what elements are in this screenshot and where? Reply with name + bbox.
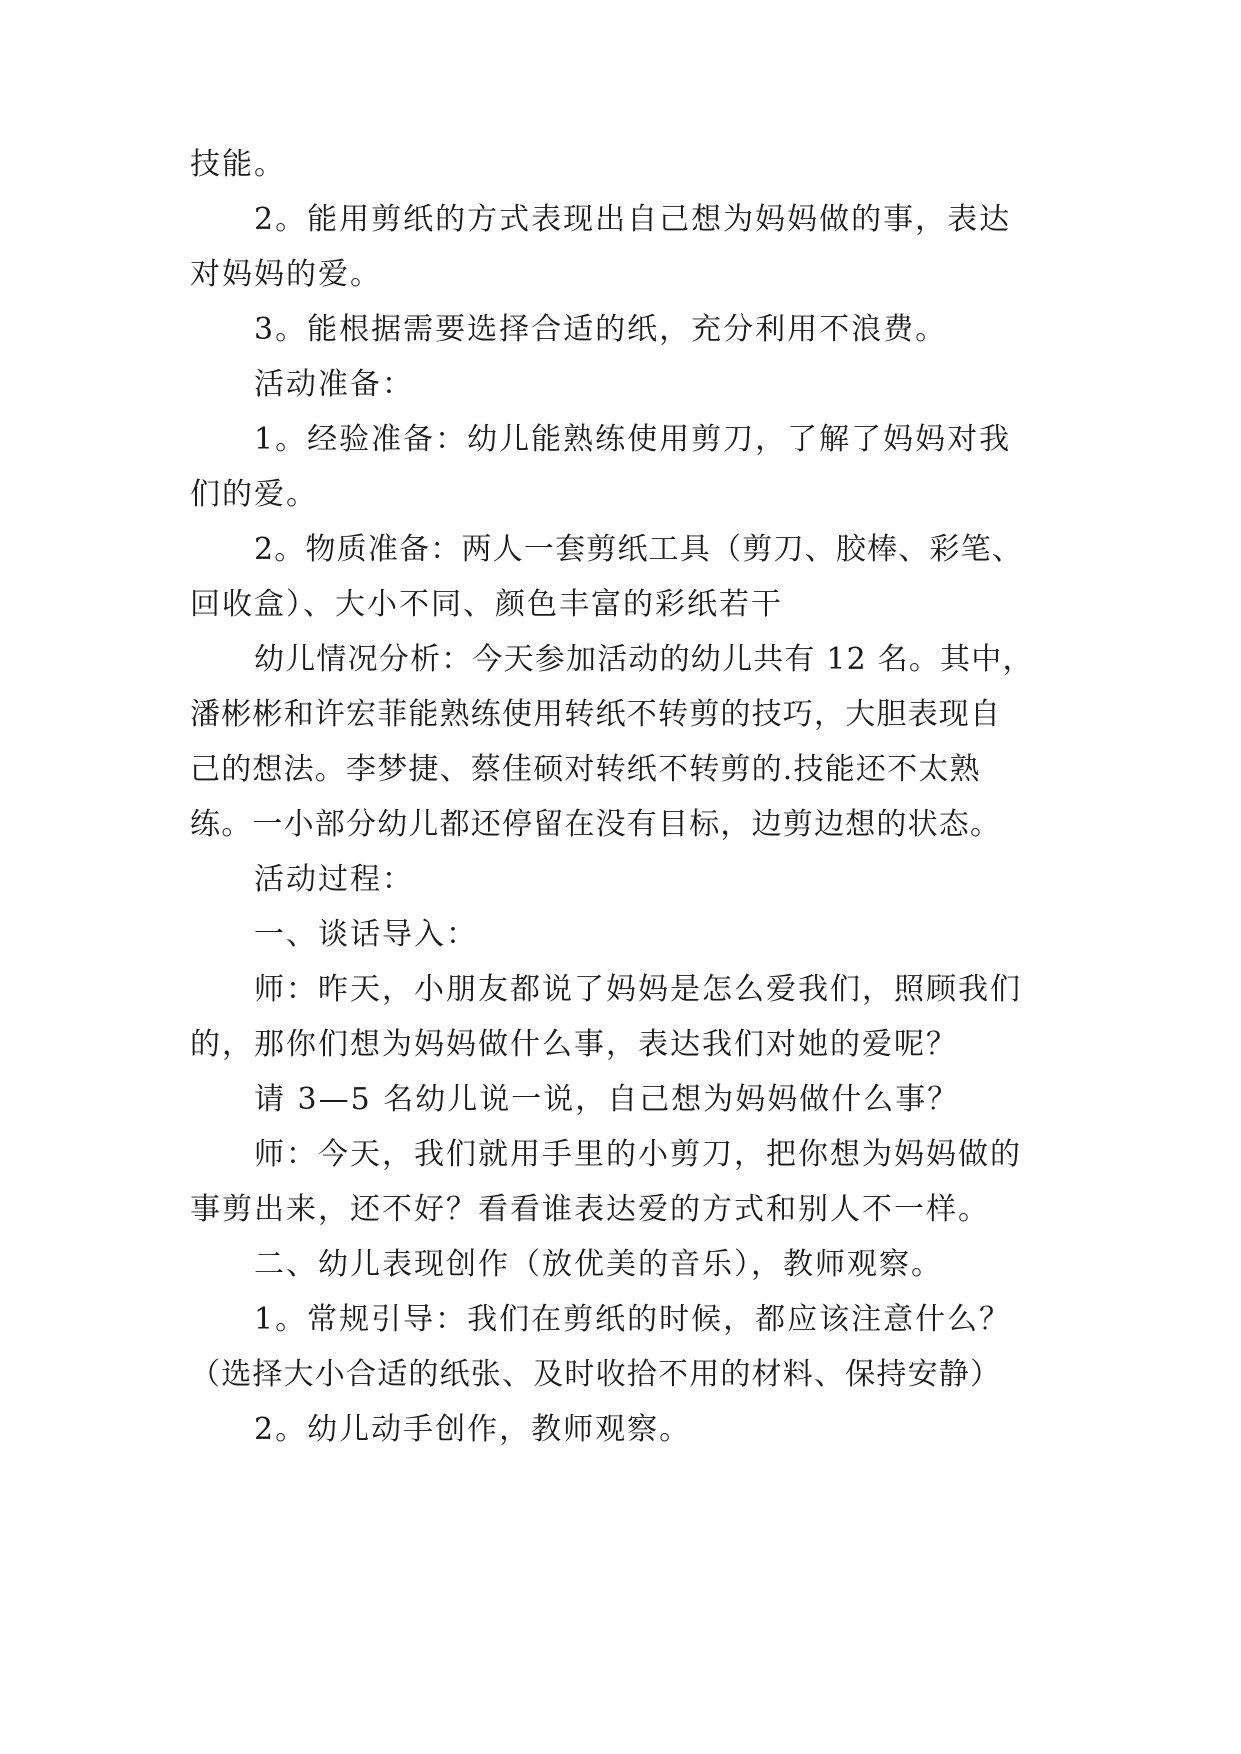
text-line-9: 回收盒）、大小不同、颜色丰富的彩纸若干	[190, 587, 783, 622]
text-line-13: 练。一小部分幼儿都还停留在没有目标，边剪边想的状态。	[190, 807, 1002, 842]
text-line-3: 对妈妈的爱。	[190, 257, 382, 292]
text-line-24: 2。幼儿动手创作，教师观察。	[254, 1412, 692, 1447]
text-line-6: 1。经验准备：幼儿能熟练使用剪刀，了解了妈妈对我	[254, 422, 1012, 457]
section-heading-preparation: 活动准备：	[254, 367, 414, 402]
section-heading-intro: 一、谈话导入：	[254, 917, 478, 952]
text-line-17: 的，那你们想为妈妈做什么事，表达我们对她的爱呢？	[190, 1027, 958, 1062]
text-line-10: 幼儿情况分析：今天参加活动的幼儿共有 12 名。其中，	[254, 642, 1034, 677]
text-line-22: 1。常规引导：我们在剪纸的时候，都应该注意什么？	[254, 1302, 1012, 1337]
text-line-2: 2。能用剪纸的方式表现出自己想为妈妈做的事，表达	[254, 202, 1012, 237]
text-line-20: 事剪出来，还不好？看看谁表达爱的方式和别人不一样。	[190, 1192, 990, 1227]
text-line-23: （选择大小合适的纸张、及时收拾不用的材料、保持安静）	[190, 1357, 1002, 1392]
section-heading-process: 活动过程：	[254, 862, 414, 897]
text-line-4: 3。能根据需要选择合适的纸，充分利用不浪费。	[254, 312, 948, 347]
text-line-1: 技能。	[190, 147, 286, 182]
text-line-19: 师：今天，我们就用手里的小剪刀，把你想为妈妈做的	[254, 1137, 1022, 1172]
text-line-7: 们的爱。	[190, 477, 318, 512]
text-line-11: 潘彬彬和许宏菲能熟练使用转纸不转剪的技巧，大胆表现自	[190, 697, 1002, 732]
section-heading-creation: 二、幼儿表现创作（放优美的音乐），教师观察。	[254, 1247, 943, 1282]
text-line-8: 2。物质准备：两人一套剪纸工具（剪刀、胶棒、彩笔、	[254, 532, 1024, 567]
text-line-16: 师：昨天，小朋友都说了妈妈是怎么爱我们，照顾我们	[254, 972, 1022, 1007]
text-line-12: 己的想法。李梦捷、蔡佳硕对转纸不转剪的.技能还不太熟	[190, 752, 981, 787]
text-line-18: 请 3—5 名幼儿说一说，自己想为妈妈做什么事？	[254, 1082, 960, 1117]
